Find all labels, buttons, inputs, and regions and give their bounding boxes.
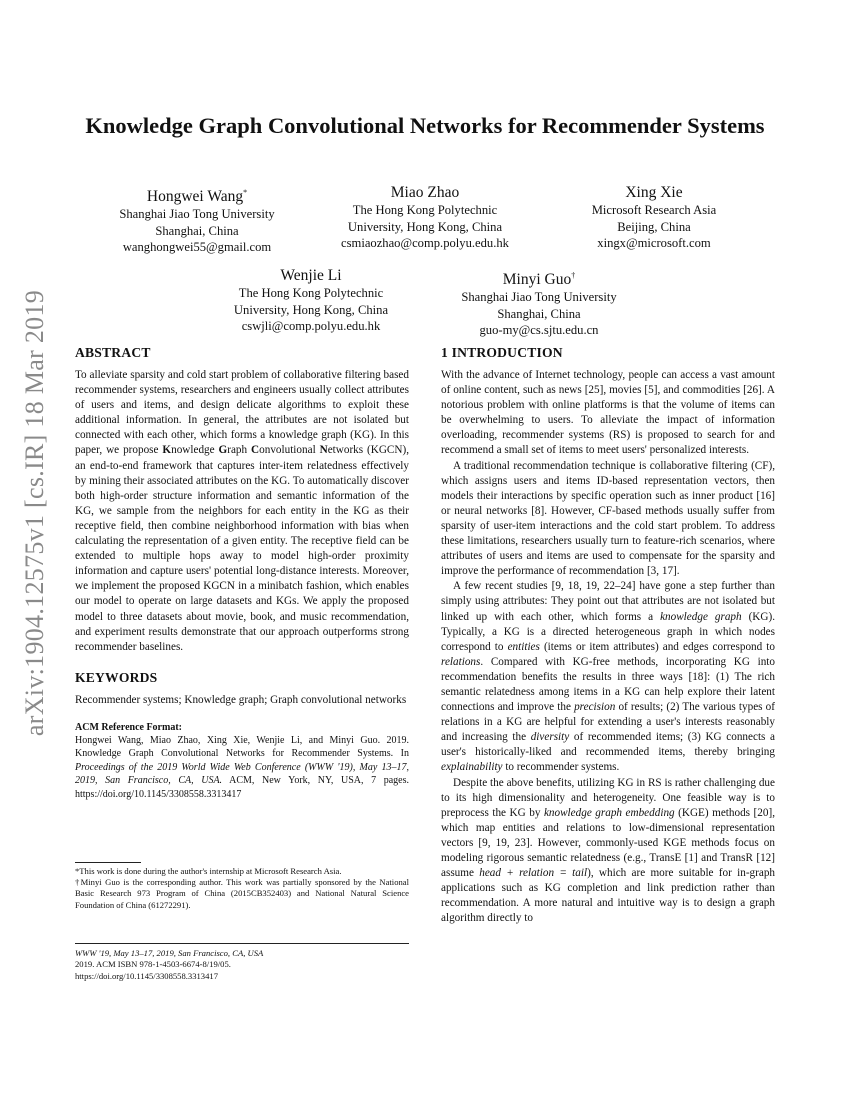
footnote: *This work is done during the author's internship at Microsoft Research Asia. — [75, 866, 342, 876]
author-affiliation: The Hong Kong Polytechnic — [238, 286, 384, 300]
conference-rule — [75, 943, 409, 944]
intro-paragraph: A few recent studies [9, 18, 19, 22–24] have gone a step further than simply using attributes: They point out that attributes are not isolated but linked up with each other, which forms a knowledge graph (KG). Typically, a KG is a directed heterogeneous graph in which nodes correspond to entities (items or item attributes) and edges correspond to relations. Compared with KG-free methods, incorporating KG into recommendation benefits the results in three ways [18]: (1) The rich semantic relatedness among items in a KG can help explore their latent connections and improve the precision of results; (2) The various types of relations in a KG are helpful for extending a user's interests reasonably and increasing the diversity of recommended items; (3) KG connects a user's historically-liked and recommended items, thereby bringing explainability to recommender systems. — [441, 580, 776, 774]
author-block — [439, 266, 639, 339]
author-email[interactable]: wanghongwei55@gmail.com — [122, 240, 272, 255]
acm-reference-text: Hongwei Wang, Miao Zhao, Xing Xie, Wenjie Li, and Minyi Guo. 2019. Knowledge Graph Convolutional Networks for Recommender Systems. In Proceedings of the 2019 World Wide Web Conference (WWW '19), May 13–17, 2019, San Francisco, CA, USA. ACM, New York, NY, USA, 7 pages. https://doi.org/10.1145/3308558.3313417 — [75, 734, 409, 800]
author-name: Xing Xie — [625, 184, 683, 201]
author-name: Minyi Guo† — [502, 271, 576, 289]
author-block — [97, 183, 297, 256]
footnote-rule — [75, 862, 141, 863]
author-affiliation: Shanghai Jiao Tong University — [461, 290, 617, 305]
author-location: Shanghai, China — [155, 223, 239, 238]
author-location: Beijing, China — [617, 219, 691, 234]
footnote: †Minyi Guo is the corresponding author. This work was partially sponsored by the National Basic Research 973 Program of China (2015CB352403) and National Natural Science Foundation of China (61272291). — [75, 877, 409, 910]
author-mark: * — [243, 188, 248, 197]
author-affiliation: The Hong Kong Polytechnic — [352, 203, 498, 217]
arxiv-stamp-text: arXiv:1904.12575v1 [cs.IR] 18 Mar 2019 — [20, 289, 49, 737]
conference-info — [75, 943, 409, 982]
paper-title: Knowledge Graph Convolutional Networks for Recommender Systems — [85, 113, 765, 138]
author-location: University, Hong Kong, China — [233, 302, 389, 317]
author-mark: † — [571, 271, 576, 280]
conference-venue: WWW '19, May 13–17, 2019, San Francisco, CA, USA — [75, 948, 264, 958]
acm-reference-heading: ACM Reference Format: — [75, 721, 182, 733]
keywords-text: Recommender systems; Knowledge graph; Graph convolutional networks — [75, 693, 407, 706]
right-column — [441, 344, 775, 926]
keywords-heading: KEYWORDS — [75, 669, 158, 685]
author-location: Shanghai, China — [497, 306, 581, 321]
abstract-heading: ABSTRACT — [75, 345, 151, 360]
footnotes — [75, 862, 409, 911]
intro-paragraph: With the advance of Internet technology, people can access a vast amount of online content, such as news [25], movies [5], and commodities [26]. A notorious problem with online platforms is that the volume of items can be overwhelming to users. To alleviate the impact of information overloading, recommender systems (RS) is proposed to search for and recommend a small set of items to meet users' personalized interests. — [441, 369, 775, 457]
author-affiliation: Microsoft Research Asia — [591, 203, 717, 217]
author-location: University, Hong Kong, China — [347, 219, 503, 234]
conference-isbn: 2019. ACM ISBN 978-1-4503-6674-8/19/05. — [75, 959, 231, 970]
author-block — [554, 183, 754, 252]
author-name: Miao Zhao — [390, 184, 460, 201]
arxiv-stamp — [14, 289, 56, 737]
author-block — [211, 266, 411, 335]
conference-doi[interactable]: https://doi.org/10.1145/3308558.3313417 — [75, 970, 218, 981]
author-block — [315, 183, 535, 252]
intro-paragraph: A traditional recommendation technique is collaborative filtering (CF), which assigns users and items ID-based representation vectors, then models their interactions by specific operation such as inner product [16] or neural networks [8]. However, CF-based methods usually suffer from sparsity of user-item interactions and the cold start problem. To address these limitations, researchers usually turn to feature-rich scenarios, where attributes of users and items are used to compensate for the sparsity and improve the performance of recommendation [3, 17]. — [441, 459, 775, 578]
author-name: Hongwei Wang* — [146, 188, 248, 206]
author-email[interactable]: csmiaozhao@comp.polyu.edu.hk — [341, 236, 509, 250]
author-affiliation: Shanghai Jiao Tong University — [119, 207, 275, 222]
author-email[interactable]: cswjli@comp.polyu.edu.hk — [241, 319, 381, 333]
author-name: Wenjie Li — [280, 267, 342, 284]
abstract-text: To alleviate sparsity and cold start problem of collaborative filtering based recommender systems, researchers and engineers usually collect attributes of users and items, and design delicate algorithms to exploit these additional information. In general, the attributes are not isolated but connected with each other, which forms a knowledge graph (KG). In this paper, we propose Knowledge Graph Convolutional Networks (KGCN), an end-to-end framework that captures inter-item relatedness effectively by mining their associated attributes on the KG. To automatically discover both high-order structure information and semantic information of the KG, we sample from the neighbors for each entity in the KG as their receptive field, then combine neighborhood information with bias when calculating the representation of a given entity. The receptive field can be extended to multiple hops away to model high-order proximity information and capture users' potential long-distance interests. Moreover, we implement the proposed KGCN in a minibatch fashion, which enables our model to operate on large datasets and KGs. We apply the proposed model to three datasets about movie, book, and music recommendation, and experiment results demonstrate that our approach outperforms strong recommender baselines. — [75, 369, 409, 653]
author-email[interactable]: xingx@microsoft.com — [597, 236, 711, 250]
author-email[interactable]: guo-my@cs.sjtu.edu.cn — [479, 323, 599, 338]
left-column — [75, 344, 409, 801]
introduction-heading: 1 INTRODUCTION — [441, 345, 563, 360]
intro-paragraph: Despite the above benefits, utilizing KG in RS is rather challenging due to its high dimensionality and heterogeneity. One feasible way is to preprocess the KG by knowledge graph embedding (KGE) methods [20], which map entities and relations to low-dimensional representation vectors [9, 19, 23]. However, commonly-used KGE methods focus on modeling rigorous semantic relatedness (e.g., TransE [1] and TransR [12] assume head + relation = tail), which are more suitable for in-graph applications such as KG completion and link prediction rather than recommendation. A more natural and intuitive way is to design a graph algorithm directly to — [441, 776, 776, 925]
